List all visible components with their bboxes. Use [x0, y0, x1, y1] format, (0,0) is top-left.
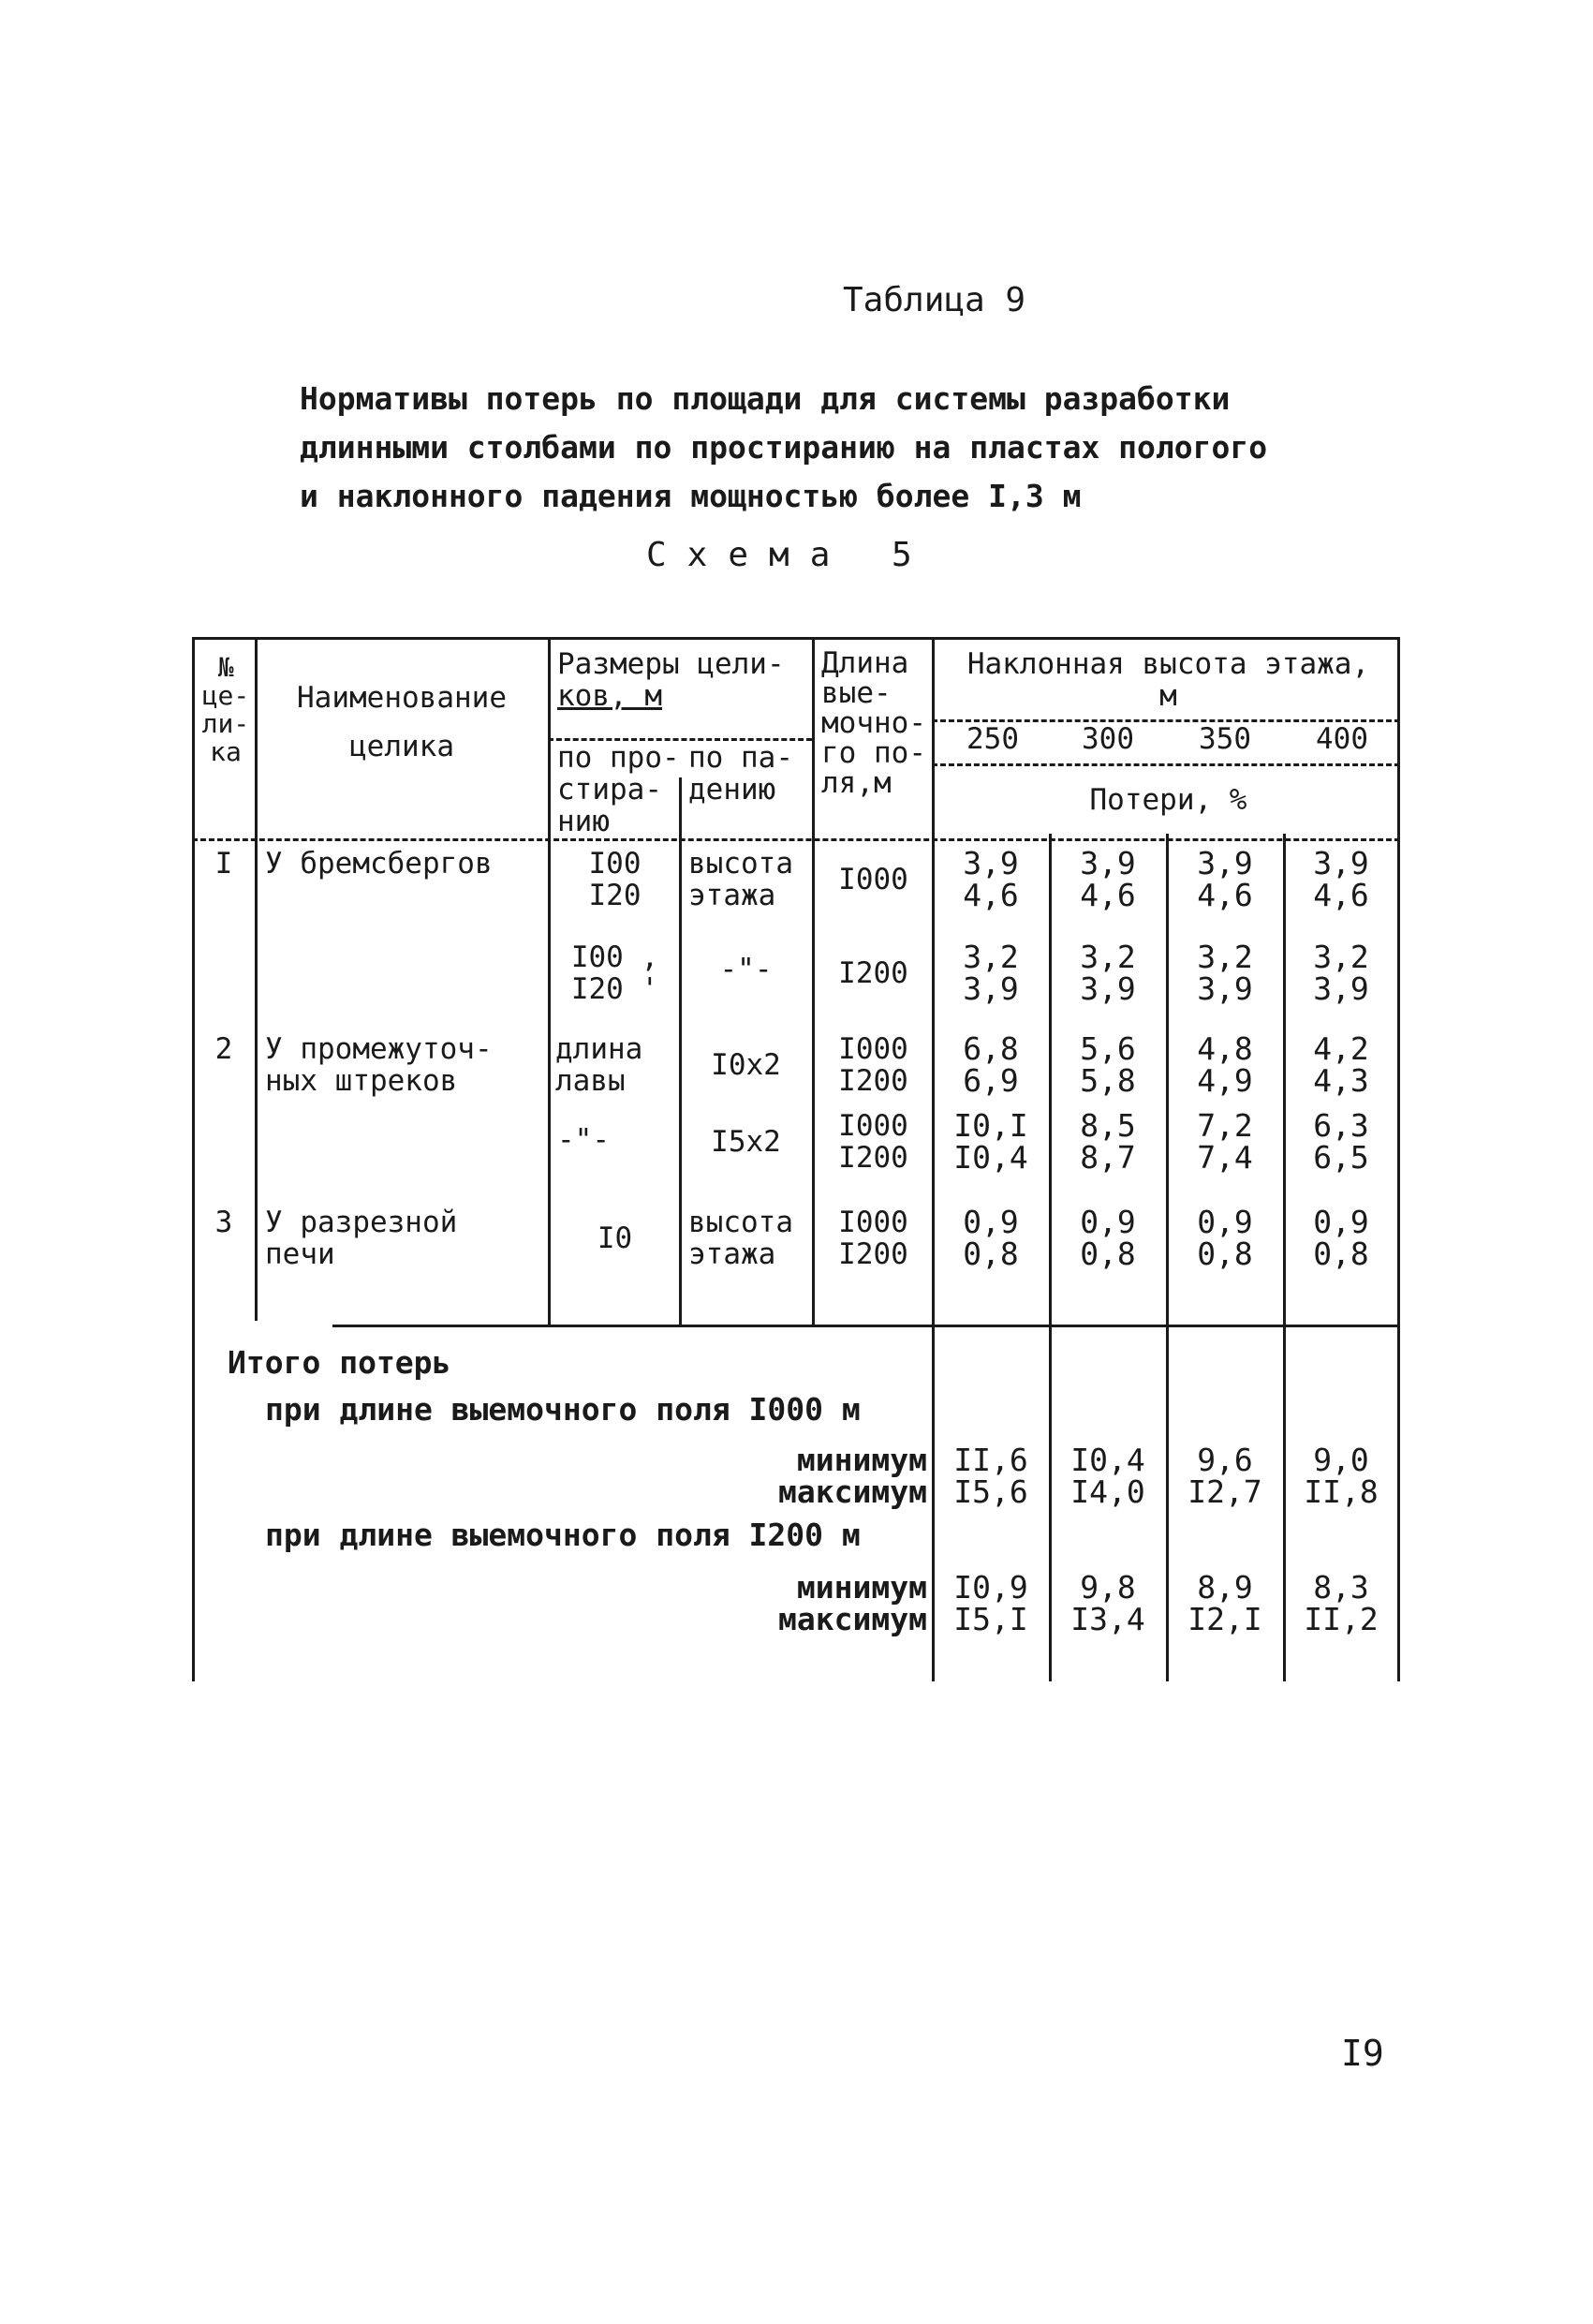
loss-value: 3,9 4,6 [1080, 845, 1136, 913]
loss-value: 3,2 3,9 [1197, 939, 1253, 1007]
row-dip: I0x2 [711, 1048, 781, 1082]
loss-value: 3,2 3,9 [963, 939, 1019, 1007]
header-divider [192, 838, 1400, 841]
header-height-350: 350 [1199, 722, 1251, 756]
row-number: 3 [214, 1206, 233, 1239]
col-divider [1166, 834, 1169, 1681]
summary-value: 9,0 II,8 [1304, 1442, 1379, 1510]
table-subtitle [300, 375, 1405, 521]
row-strike: I00 , I20 ' [570, 940, 659, 1006]
header-along-strike: по про- стира- нию [557, 741, 680, 838]
loss-value: 6,8 6,9 [963, 1030, 1019, 1099]
loss-value: 3,9 4,6 [1313, 845, 1369, 913]
header-height-250: 250 [966, 722, 1019, 756]
loss-value: 3,9 4,6 [963, 845, 1019, 913]
header-floor-height: Наклонная высота этажа, м [966, 647, 1370, 713]
table-border-left [192, 637, 195, 1681]
row-name: У разрезной печи [265, 1206, 458, 1271]
row-name: У промежуточ- ных штреков [265, 1032, 493, 1098]
summary-value: II,6 I5,6 [953, 1442, 1028, 1510]
row-dip: I5x2 [711, 1125, 781, 1159]
row-number: I [214, 847, 233, 881]
subtitle-line: Нормативы потерь по площади для системы разработки [300, 380, 1231, 417]
row-length: I000 I200 [838, 1032, 908, 1098]
table-border-top [192, 637, 1400, 640]
table-title: Таблица 9 [843, 281, 1026, 319]
row-dip: высота этажа [688, 847, 793, 912]
loss-value: 0,9 0,8 [1313, 1204, 1369, 1272]
row-strike: длина лавы [555, 1032, 643, 1098]
row-dip: -"- [719, 953, 773, 986]
loss-value: 6,3 6,5 [1313, 1107, 1369, 1176]
header-field-length: Длина вые- мочно- го по- ля,м [821, 646, 926, 800]
page-number: I9 [1341, 2033, 1384, 2074]
row-strike: I00 I20 [588, 847, 642, 912]
row-name: У бремсбергов [265, 847, 493, 881]
loss-value: 4,8 4,9 [1197, 1030, 1253, 1099]
header-height-300: 300 [1082, 722, 1134, 756]
row-length: I000 [838, 863, 908, 896]
loss-value: 8,5 8,7 [1080, 1107, 1136, 1176]
row-dip: высота этажа [688, 1206, 793, 1271]
header-along-dip: по па- дению [688, 741, 793, 807]
col-divider [1049, 834, 1052, 1681]
summary-group-label: при длине выемочного поля I000 м [265, 1391, 861, 1428]
summary-value: 9,8 I3,4 [1070, 1569, 1145, 1637]
row-length: I000 I200 [838, 1206, 908, 1271]
loss-value: 7,2 7,4 [1197, 1107, 1253, 1176]
row-strike: -"- [557, 1123, 610, 1157]
subtitle-line: и наклонного падения мощностью более I,3 м [300, 478, 1082, 514]
col-divider [1283, 834, 1286, 1681]
header-losses: Потери, % [1089, 783, 1247, 817]
summary-min-max-labels: минимум максимум [778, 1569, 927, 1637]
summary-value: 8,3 II,2 [1304, 1569, 1379, 1637]
summary-group-label: при длине выемочного поля I200 м [265, 1517, 861, 1553]
header-name: Наименование целика [297, 681, 507, 763]
schema-label: Схема 5 [646, 536, 933, 574]
summary-title: Итого потерь [228, 1344, 451, 1381]
row-strike: I0 [597, 1221, 633, 1255]
loss-value: 3,2 3,9 [1313, 939, 1369, 1007]
subtitle-line: длинными столбами по простиранию на пластах пологого [300, 429, 1268, 466]
summary-value: 8,9 I2,I [1187, 1569, 1262, 1637]
header-number: № це- ли- ка [201, 652, 250, 767]
loss-value: 0,9 0,8 [1080, 1204, 1136, 1272]
summary-value: 9,6 I2,7 [1187, 1442, 1262, 1510]
col-divider [932, 637, 935, 1681]
row-length: I000 I200 [838, 1109, 908, 1175]
loss-value: 3,2 3,9 [1080, 939, 1136, 1007]
loss-value: 0,9 0,8 [963, 1204, 1019, 1272]
loss-value: I0,I I0,4 [953, 1107, 1028, 1176]
summary-value: I0,4 I4,0 [1070, 1442, 1145, 1510]
loss-value: 4,2 4,3 [1313, 1030, 1369, 1099]
row-number: 2 [214, 1032, 233, 1066]
summary-min-max-labels: минимум максимум [778, 1442, 927, 1510]
dash-divider [932, 763, 1400, 766]
row-length: I200 [838, 956, 908, 990]
header-sizes: Размеры цели- ков, м [557, 647, 785, 713]
header-height-400: 400 [1316, 722, 1368, 756]
losses-table [192, 637, 1400, 1681]
loss-value: 0,9 0,8 [1197, 1204, 1253, 1272]
summary-value: I0,9 I5,I [953, 1569, 1028, 1637]
table-rule [332, 1325, 1400, 1327]
loss-value: 5,6 5,8 [1080, 1030, 1136, 1099]
loss-value: 3,9 4,6 [1197, 845, 1253, 913]
